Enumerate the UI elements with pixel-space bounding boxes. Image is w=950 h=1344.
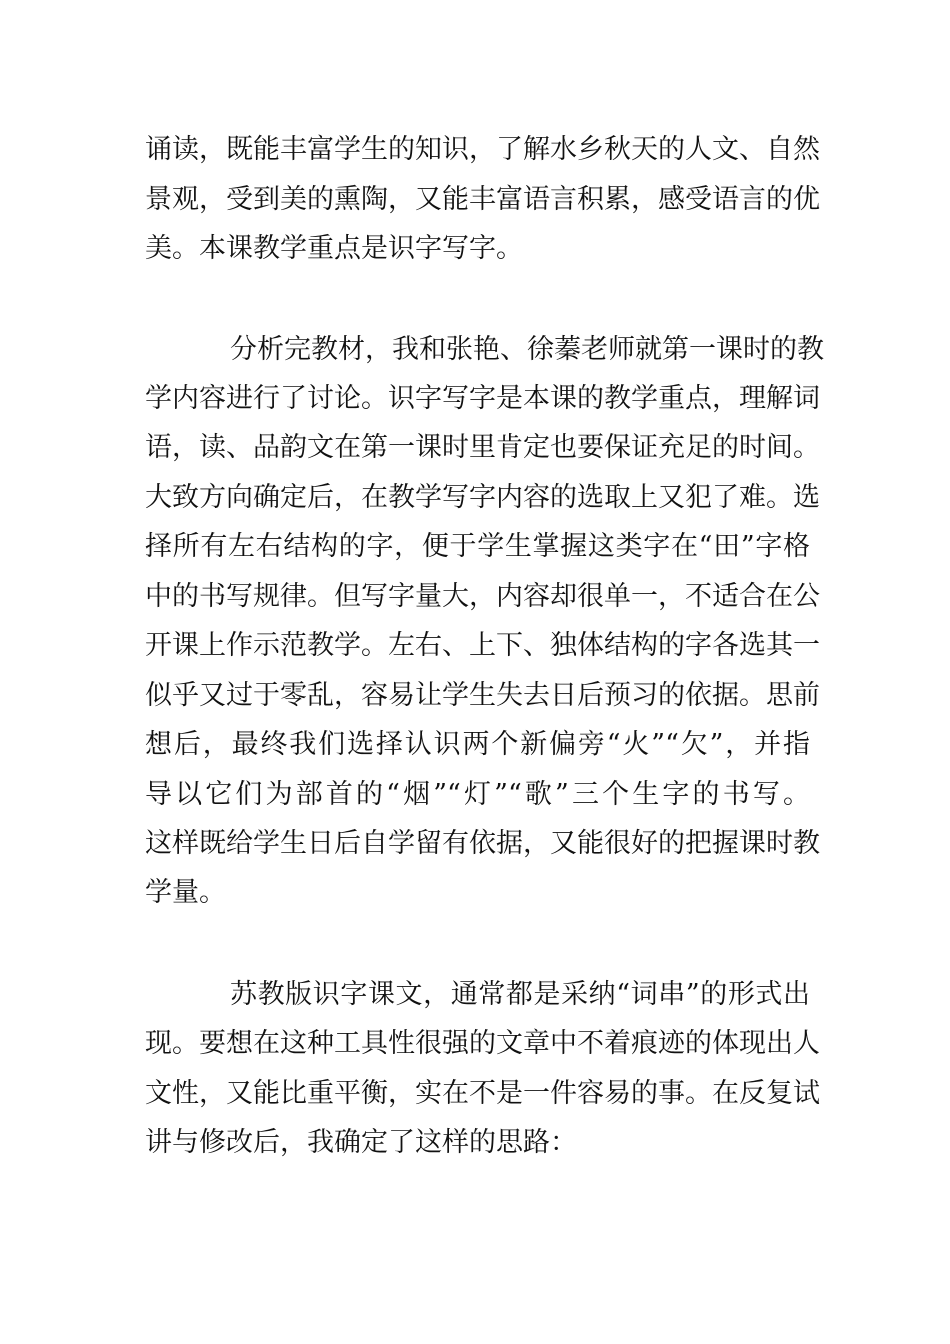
paragraph-3-line-2: 现。要想在这种工具性很强的文章中不着痕迹的体现出人 (145, 1028, 820, 1059)
paragraph-2-line-5: 择所有左右结构的字，便于学生掌握这类字在“田”字格 (145, 531, 810, 562)
paragraph-2-line-4: 大致方向确定后，在教学写字内容的选取上又犯了难。选 (145, 482, 820, 513)
paragraph-2-line-7: 开课上作示范教学。左右、上下、独体结构的字各选其一 (145, 630, 820, 661)
paragraph-2-line-3: 语，读、品韵文在第一课时里肯定也要保证充足的时间。 (145, 432, 820, 463)
paragraph-3-line-3: 文性，又能比重平衡，实在不是一件容易的事。在反复试 (145, 1078, 820, 1109)
paragraph-3-line-1: 苏教版识字课文，通常都是采纳“词串”的形式出 (230, 979, 810, 1010)
paragraph-2-line-11: 这样既给学生日后自学留有依据，又能很好的把握课时教 (145, 828, 820, 859)
paragraph-2-line-10: 导以它们为部首的“烟”“灯”“歌”三个生字的书写。 (145, 779, 810, 810)
paragraph-2-line-6: 中的书写规律。但写字量大，内容却很单一，不适合在公 (145, 581, 820, 612)
paragraph-3-line-4: 讲与修改后，我确定了这样的思路： (145, 1127, 577, 1158)
paragraph-2-line-8: 似乎又过于零乱，容易让学生失去日后预习的依据。思前 (145, 680, 820, 711)
paragraph-2-line-1: 分析完教材，我和张艳、徐蓁老师就第一课时的教 (230, 334, 824, 365)
paragraph-2-line-2: 学内容进行了讨论。识字写字是本课的教学重点，理解词 (145, 383, 820, 414)
paragraph-1-line-1: 诵读，既能丰富学生的知识，了解水乡秋天的人文、自然 (145, 134, 820, 165)
paragraph-2-line-9: 想后，最终我们选择认识两个新偏旁“火”“欠”，并指 (145, 729, 810, 760)
paragraph-1-line-2: 景观，受到美的熏陶，又能丰富语言积累，感受语言的优 (145, 184, 820, 215)
paragraph-1-line-3: 美。本课教学重点是识字写字。 (145, 233, 523, 264)
paragraph-2-line-12: 学量。 (145, 877, 226, 908)
